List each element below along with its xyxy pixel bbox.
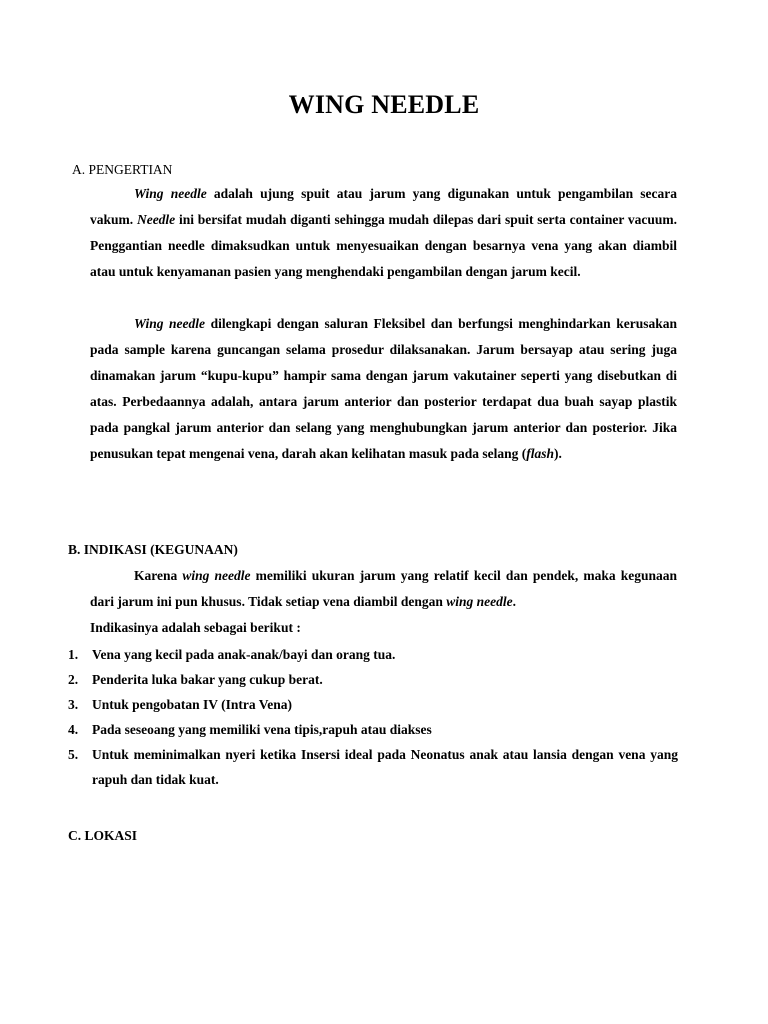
term-wing-needle: wing needle bbox=[182, 568, 251, 583]
section-b-intro: Indikasinya adalah sebagai berikut : bbox=[90, 620, 301, 635]
term-wing-needle: Wing needle bbox=[134, 316, 206, 331]
list-item: 4. Pada seseoang yang memiliki vena tipis,rapuh atau diakses bbox=[68, 722, 432, 737]
section-c-heading: C. LOKASI bbox=[68, 828, 138, 843]
indication-list bbox=[68, 642, 678, 792]
list-item: 3. Untuk pengobatan IV (Intra Vena) bbox=[68, 697, 293, 712]
term-wing-needle: wing needle bbox=[446, 594, 513, 609]
section-a-paragraph-1: Wing needle adalah ujung spuit atau jarum yang digunakan untuk pengambilan secara vakum. Needle ini bersifat mudah diganti sehingga mudah dilepas dari spuit serta container vacuum. Penggantian needle dimaksudkan untuk menyesuaikan dengan besarnya vena yang akan diambil atau untuk kenyamanan pasien yang menghendaki pengambilan dengan jarum kecil. bbox=[90, 186, 678, 279]
term-needle: Needle bbox=[136, 212, 176, 227]
section-a-paragraph-2: Wing needle dilengkapi dengan saluran Fleksibel dan berfungsi menghindarkan kerusakan pada sample karena guncangan selama prosedur dilaksanakan. Jarum bersayap atau sering juga dinamakan jarum “kupu-kupu” hampir sama dengan jarum vakutainer seperti yang disebutkan di atas. Perbedaannya adalah, antara jarum anterior dan posterior terdapat dua buah sayap plastik pada pangkal jarum anterior dan selang yang menghubungkan jarum anterior dan posterior. Jika penusukan tepat mengenai vena, darah akan kelihatan masuk pada selang (flash). bbox=[90, 316, 677, 461]
section-a-heading: A. PENGERTIAN bbox=[72, 162, 173, 177]
section-b-paragraph-1: Karena wing needle memiliki ukuran jarum yang relatif kecil dan pendek, maka kegunaan dari jarum ini pun khusus. Tidak setiap vena diambil dengan wing needle. bbox=[90, 568, 678, 609]
term-flash: flash bbox=[526, 446, 554, 461]
list-item: 5. Untuk meminimalkan nyeri ketika Insersi ideal pada Neonatus anak atau lansia dengan vena yang rapuh dan tidak kuat. bbox=[68, 747, 678, 787]
list-item: 2. Penderita luka bakar yang cukup berat. bbox=[68, 672, 323, 687]
document-title: WING NEEDLE bbox=[288, 90, 480, 119]
term-wing-needle: Wing needle bbox=[134, 186, 207, 201]
section-b-heading: B. INDIKASI (KEGUNAAN) bbox=[68, 542, 238, 557]
list-item: 1. Vena yang kecil pada anak-anak/bayi dan orang tua. bbox=[68, 647, 396, 662]
